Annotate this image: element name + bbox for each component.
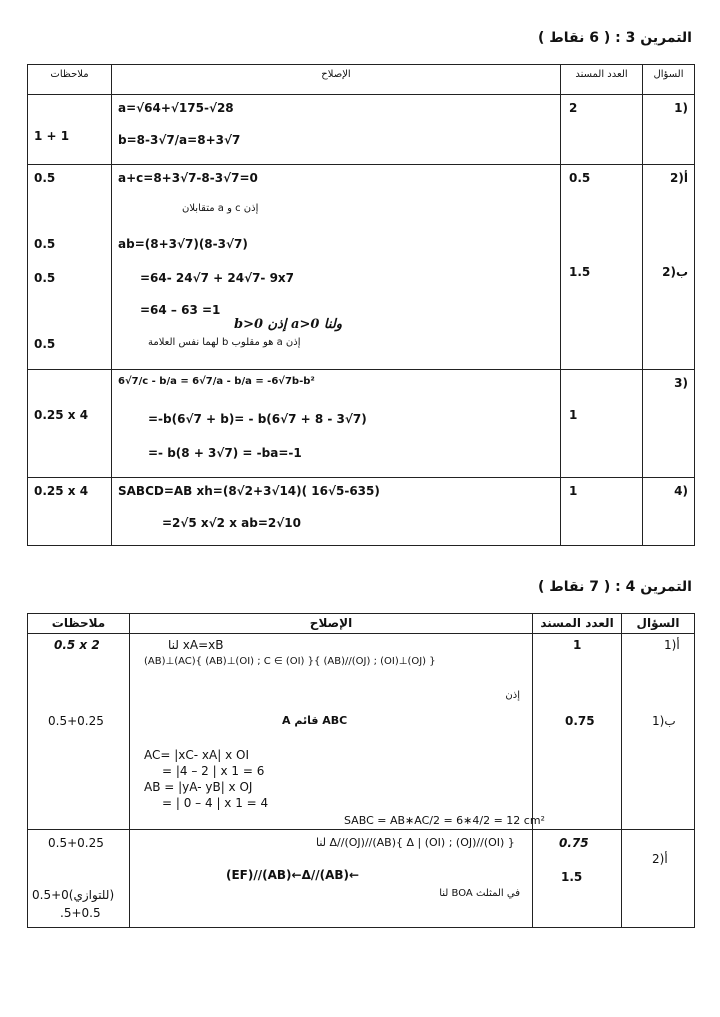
question-number: 2)أ (652, 852, 668, 866)
note-value: 0.25 x 4 (34, 484, 89, 498)
note-value: 0.5 x 2 (54, 638, 100, 652)
note-value: .5+0.5 (60, 906, 101, 920)
correction-line: =- b(8 + 3√7) = -ba=-1 (148, 446, 302, 460)
correction-text: في المثلث BOA لنا (439, 888, 520, 899)
correction-line: AB = |yA- yB| x OJ (144, 780, 253, 794)
note-value: 0.5 (34, 237, 56, 251)
exercise-3-title: التمرين 3 : ( 6 نقاط ) (537, 30, 692, 46)
points-value: 0.5 (569, 171, 591, 185)
table-row (28, 95, 695, 165)
question-number: 1) (674, 101, 688, 115)
correction-line: SABC = AB∗AC/2 = 6∗4/2 = 12 cm² (344, 814, 545, 827)
header-correction: الإصلاح (112, 65, 561, 95)
question-number: 4) (674, 484, 688, 498)
points-value: 1 (573, 638, 582, 652)
correction-line: 6√7/c - b/a = 6√7/a - b/a = -6√7b-b² (118, 376, 315, 387)
correction-line: =-b(6√7 + b)= - b(6√7 + 8 - 3√7) (148, 412, 367, 426)
correction-line: = | 0 – 4 | x 1 = 4 (162, 796, 269, 810)
correction-line: a+c=8+3√7-8-3√7=0 (118, 171, 258, 185)
note-value: 0.5 (34, 337, 56, 351)
question-number: 1)أ (664, 638, 680, 652)
question-number: 2)ب (662, 265, 688, 279)
points-value: 1 (569, 408, 578, 422)
note-value: 0.5+0(للتوازي) (32, 888, 115, 902)
note-value: 0.5 (34, 271, 56, 285)
correction-text: إذن c و a متقابلان (182, 203, 259, 214)
exercise-3-table (27, 64, 695, 546)
points-value: 0.75 (565, 714, 595, 728)
header-notes: ملاحظات (28, 614, 130, 634)
correction-line: SABCD=AB xh=(8√2+3√14)( 16√5-635) (118, 484, 380, 498)
note-value: 1 + 1 (34, 129, 70, 143)
correction-line: a=√64+√175-√28 (118, 101, 234, 115)
note-value: 0.5+0.25 (48, 836, 104, 850)
table-row (28, 370, 695, 478)
correction-text: إذن a هو مقلوب b لهما نفس العلامة (148, 337, 301, 348)
header-points: العدد المسند (533, 614, 622, 634)
note-value: 0.25 x 4 (34, 408, 89, 422)
table-row (28, 478, 695, 546)
correction-line: (EF)//(AB)←Δ//(AB)← (226, 868, 360, 882)
points-value: 1.5 (561, 870, 583, 884)
points-value: 1.5 (569, 265, 591, 279)
correction-line: =2√5 x√2 x ab=2√10 (162, 516, 301, 530)
header-question: السؤال (643, 65, 695, 95)
question-number: 2)أ (670, 171, 688, 185)
correction-line: لنا xA=xB (168, 638, 224, 652)
header-correction: الإصلاح (130, 614, 533, 634)
question-number: 1)ب (652, 714, 676, 728)
points-value: 0.75 (559, 836, 589, 850)
correction-line: =64- 24√7 + 24√7- 9x7 (140, 271, 295, 285)
correction-line: ab=(8+3√7)(8-3√7) (118, 237, 248, 251)
question-number: 3) (674, 376, 688, 390)
exercise-4-table (27, 613, 695, 928)
table-row (28, 165, 695, 370)
note-value: 0.5+0.25 (48, 714, 104, 728)
correction-line: AC= |xC- xA| x OI (144, 748, 249, 762)
header-notes: ملاحظات (28, 65, 112, 95)
correction-line: b=8-3√7/a=8+3√7 (118, 133, 241, 147)
correction-line: = |4 – 2 | x 1 = 6 (162, 764, 265, 778)
note-value: 0.5 (34, 171, 56, 185)
points-value: 2 (569, 101, 578, 115)
header-question: السؤال (622, 614, 695, 634)
correction-text: إذن (505, 690, 520, 701)
table-row (28, 634, 695, 830)
correction-line: =64 – 63 =1 (140, 303, 221, 317)
exercise-4-title: التمرين 4 : ( 7 نقاط ) (537, 579, 692, 595)
points-value: 1 (569, 484, 578, 498)
correction-line: لنا Δ//(OJ)//(AB){ Δ | (OI) ; (OJ)//(OI) } (316, 836, 515, 849)
header-points: العدد المسند (561, 65, 643, 95)
correction-text: ABC قائم A (282, 714, 348, 727)
handwritten-note: ولنا a>0 إذن b>0 (234, 317, 343, 332)
correction-line: (AB)⊥(AC){ (AB)⊥(OI) ; C ∈ (OI) }{ (AB)//(OJ) ; (OI)⊥(OJ) } (144, 656, 436, 667)
table-row (28, 830, 695, 928)
